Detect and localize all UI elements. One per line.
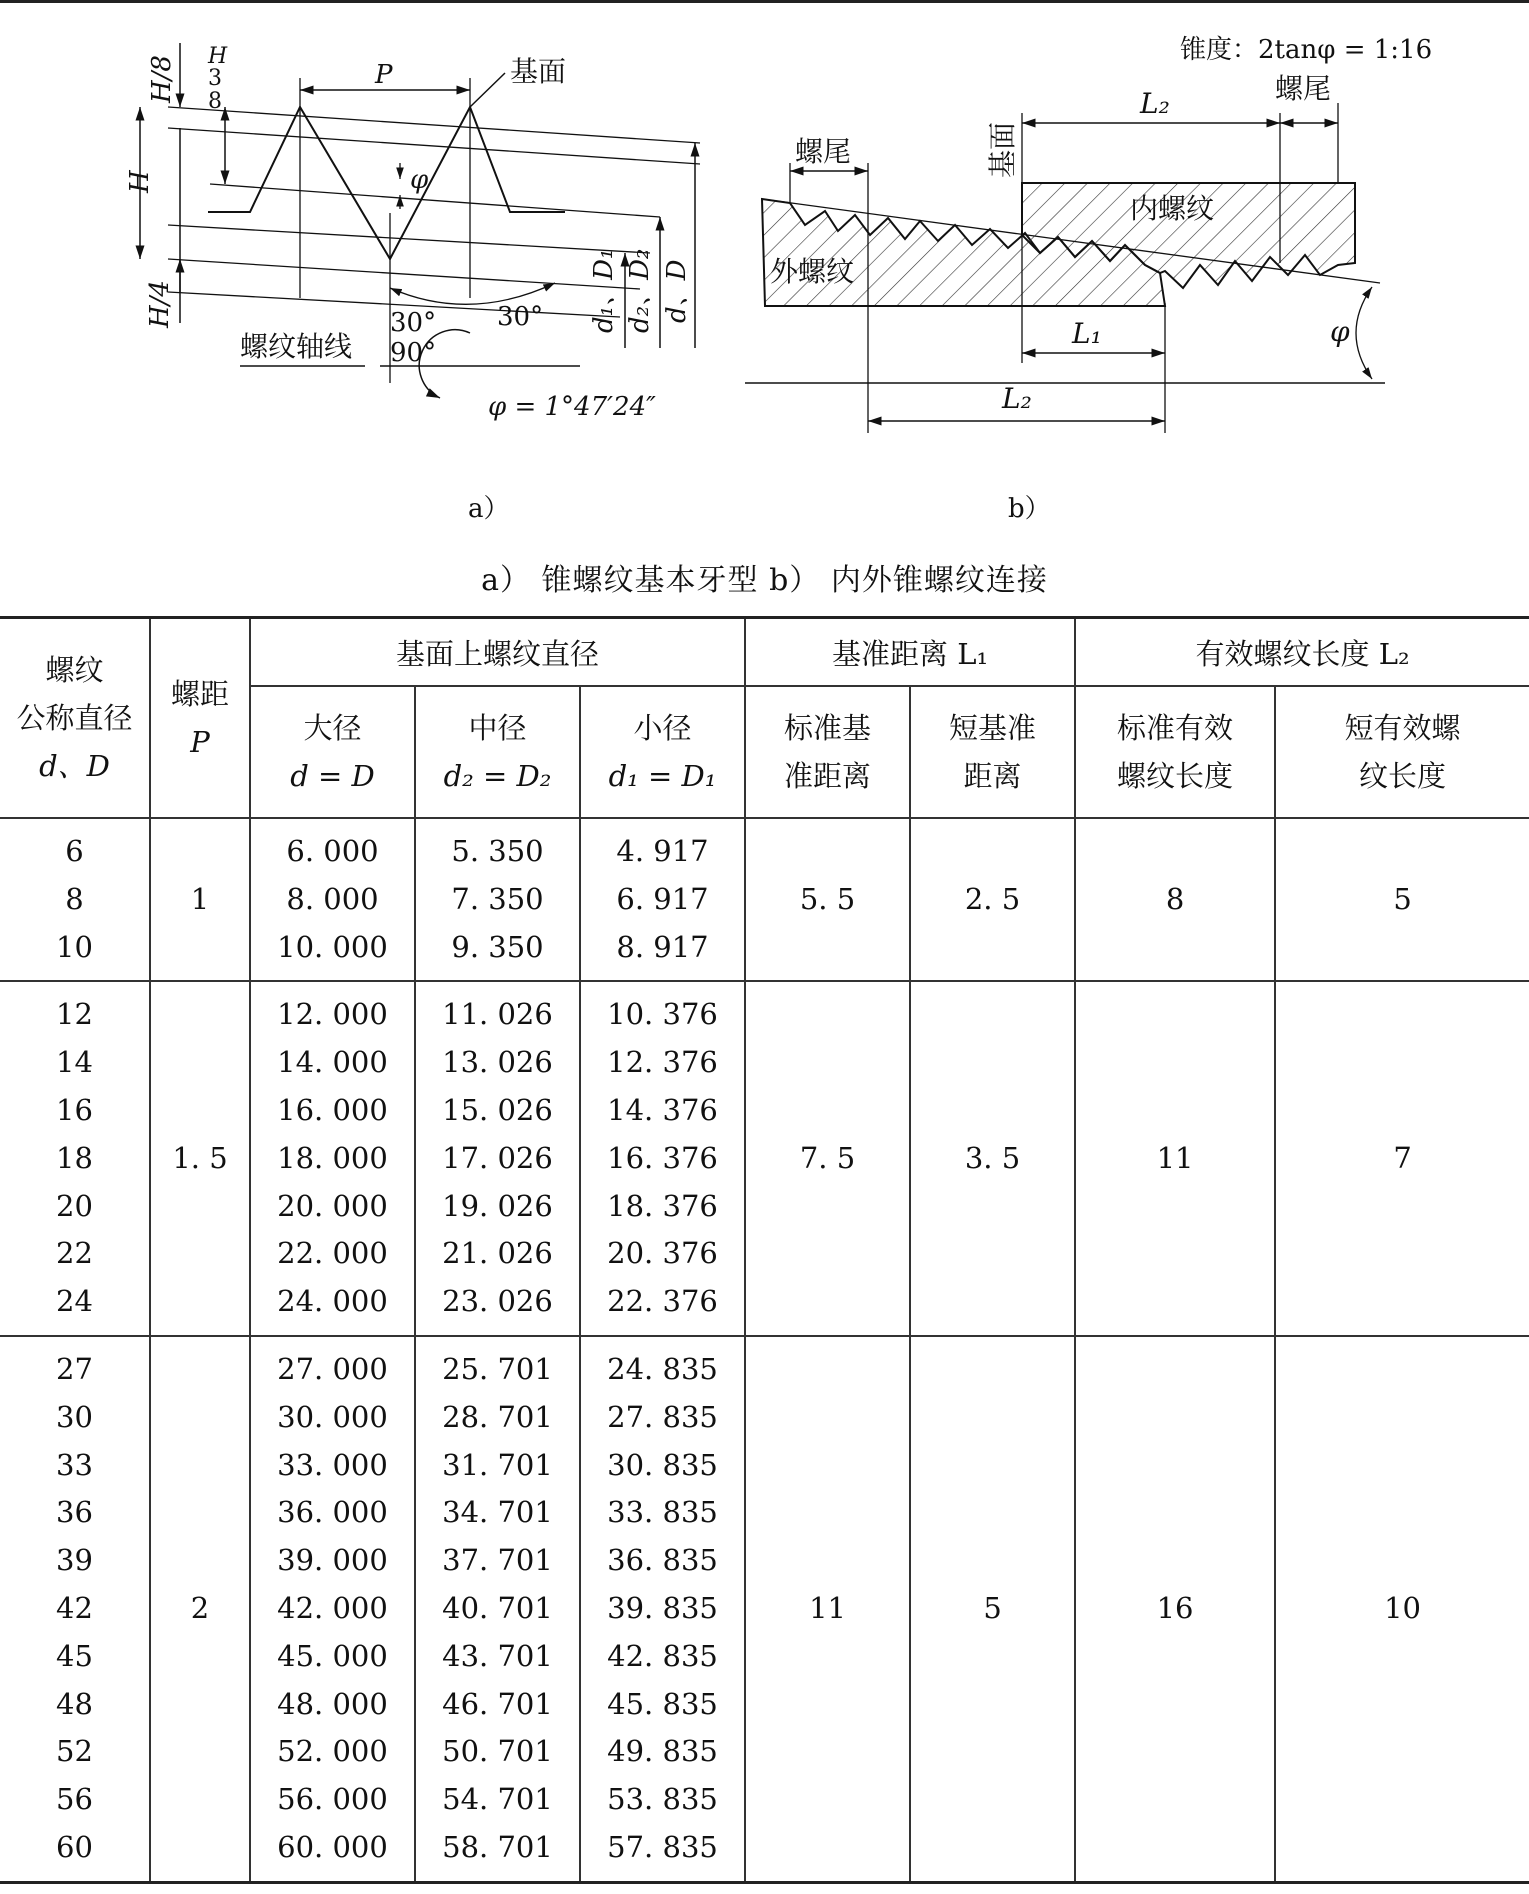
fig-b-label: b） xyxy=(1008,494,1051,524)
fig-a-hfrac: H xyxy=(208,44,228,69)
fig-b-jimian: 基面 xyxy=(986,121,1019,178)
cell-short-l1: 2. 5 xyxy=(910,818,1075,981)
col-pitchdia-header: 中径 d₂ = D₂ xyxy=(415,686,580,818)
cell-nominal: 12 14 16 18 20 22 24 xyxy=(0,981,150,1336)
table-row xyxy=(0,1336,1529,1882)
cell-short-l1: 5 xyxy=(910,1336,1075,1882)
cell-std-l1: 5. 5 xyxy=(745,818,910,981)
fig-a-angle30a: 30° xyxy=(390,308,437,338)
fig-a-p: P xyxy=(375,60,393,90)
cell-std-l2: 11 xyxy=(1075,981,1275,1336)
fig-a-eight: 8 xyxy=(208,89,222,114)
cell-short-l1: 3. 5 xyxy=(910,981,1075,1336)
col-std-l2-header: 标准有效 螺纹长度 xyxy=(1075,686,1275,818)
cell-pitch: 1 xyxy=(150,818,250,981)
fig-a-angle30b: 30° xyxy=(497,302,544,332)
col-std-l1-header: 标准基 准距离 xyxy=(745,686,910,818)
thread-table-wrap xyxy=(0,616,1529,1884)
cell-short-l2: 7 xyxy=(1275,981,1529,1336)
cell-minor: 4. 917 6. 917 8. 917 xyxy=(580,818,745,981)
figures-panel xyxy=(0,3,1529,543)
cell-major: 27. 000 30. 000 33. 000 36. 000 39. 000 42. 000 45. 000 48. 000 52. 000 56. 000 60. 000 xyxy=(250,1336,415,1882)
fig-b-l2-top: L₂ xyxy=(1140,87,1170,120)
cell-major: 12. 000 14. 000 16. 000 18. 000 20. 000 22. 000 24. 000 xyxy=(250,981,415,1336)
table-body xyxy=(0,818,1529,1882)
fig-a-dD: d、D xyxy=(662,259,692,323)
cell-pitch: 1. 5 xyxy=(150,981,250,1336)
cell-pitch-diameter: 11. 026 13. 026 15. 026 17. 026 19. 026 21. 026 23. 026 xyxy=(415,981,580,1336)
fig-a-three: 3 xyxy=(208,66,222,91)
cell-pitch-diameter: 5. 350 7. 350 9. 350 xyxy=(415,818,580,981)
fig-a-label: a） xyxy=(468,494,510,524)
cell-major: 6. 000 8. 000 10. 000 xyxy=(250,818,415,981)
col-pitch-header: 螺距 P xyxy=(150,618,250,819)
fig-b-luowei-right: 螺尾 xyxy=(1275,72,1332,105)
cell-std-l1: 7. 5 xyxy=(745,981,910,1336)
col-major-header: 大径 d = D xyxy=(250,686,415,818)
figure-caption: a） 锥螺纹基本牙型 b） 内外锥螺纹连接 xyxy=(481,563,1048,598)
cell-std-l2: 16 xyxy=(1075,1336,1275,1882)
fig-a-H: H xyxy=(125,170,155,193)
col-short-l1-header: 短基准 距离 xyxy=(910,686,1075,818)
cell-pitch-diameter: 25. 701 28. 701 31. 701 34. 701 37. 701 40. 701 43. 701 46. 701 50. 701 54. 701 58. 701 xyxy=(415,1336,580,1882)
fig-b-taper: 锥度：2tanφ = 1:16 xyxy=(1180,35,1433,65)
col-short-l2-header: 短有效螺 纹长度 xyxy=(1275,686,1529,818)
table-row xyxy=(0,981,1529,1336)
fig-b-l1: L₁ xyxy=(1072,317,1102,350)
cell-nominal: 27 30 33 36 39 42 45 48 52 56 60 xyxy=(0,1336,150,1882)
cell-minor: 10. 376 12. 376 14. 376 16. 376 18. 376 20. 376 22. 376 xyxy=(580,981,745,1336)
fig-b-phi: φ xyxy=(1330,315,1350,348)
fig-a-h8: H/8 xyxy=(147,55,177,103)
cell-pitch: 2 xyxy=(150,1336,250,1882)
col-minor-header: 小径 d₁ = D₁ xyxy=(580,686,745,818)
fig-a-h4: H/4 xyxy=(145,280,175,328)
col-group-l2: 有效螺纹长度 L₂ xyxy=(1075,618,1529,687)
fig-a-angle90: 90° xyxy=(390,338,437,368)
thread-table xyxy=(0,616,1529,1884)
cell-std-l1: 11 xyxy=(745,1336,910,1882)
cell-short-l2: 5 xyxy=(1275,818,1529,981)
cell-std-l2: 8 xyxy=(1075,818,1275,981)
fig-a-phi-value: φ = 1°47′24″ xyxy=(488,392,656,422)
fig-a-d2D2: d₂、D₂ xyxy=(625,248,655,333)
fig-a-jimian: 基面 xyxy=(510,55,567,88)
cell-short-l2: 10 xyxy=(1275,1336,1529,1882)
cell-nominal: 6 8 10 xyxy=(0,818,150,981)
fig-b-outer: 外螺纹 xyxy=(770,255,855,288)
col-nominal-header: 螺纹 公称直径 d、D xyxy=(0,618,150,819)
fig-a-d1D1: d₁、D₁ xyxy=(589,248,619,333)
col-group-l1: 基准距离 L₁ xyxy=(745,618,1075,687)
fig-a-phi: φ xyxy=(410,165,429,195)
fig-b-inner: 内螺纹 xyxy=(1130,192,1215,225)
fig-a-axis: 螺纹轴线 xyxy=(240,330,353,363)
table-row xyxy=(0,818,1529,981)
fig-b-l2-bottom: L₂ xyxy=(1002,382,1032,415)
cell-minor: 24. 835 27. 835 30. 835 33. 835 36. 835 39. 835 42. 835 45. 835 49. 835 53. 835 57. 835 xyxy=(580,1336,745,1882)
col-group-diameter: 基面上螺纹直径 xyxy=(250,618,745,687)
fig-b-luowei-left: 螺尾 xyxy=(795,135,852,168)
